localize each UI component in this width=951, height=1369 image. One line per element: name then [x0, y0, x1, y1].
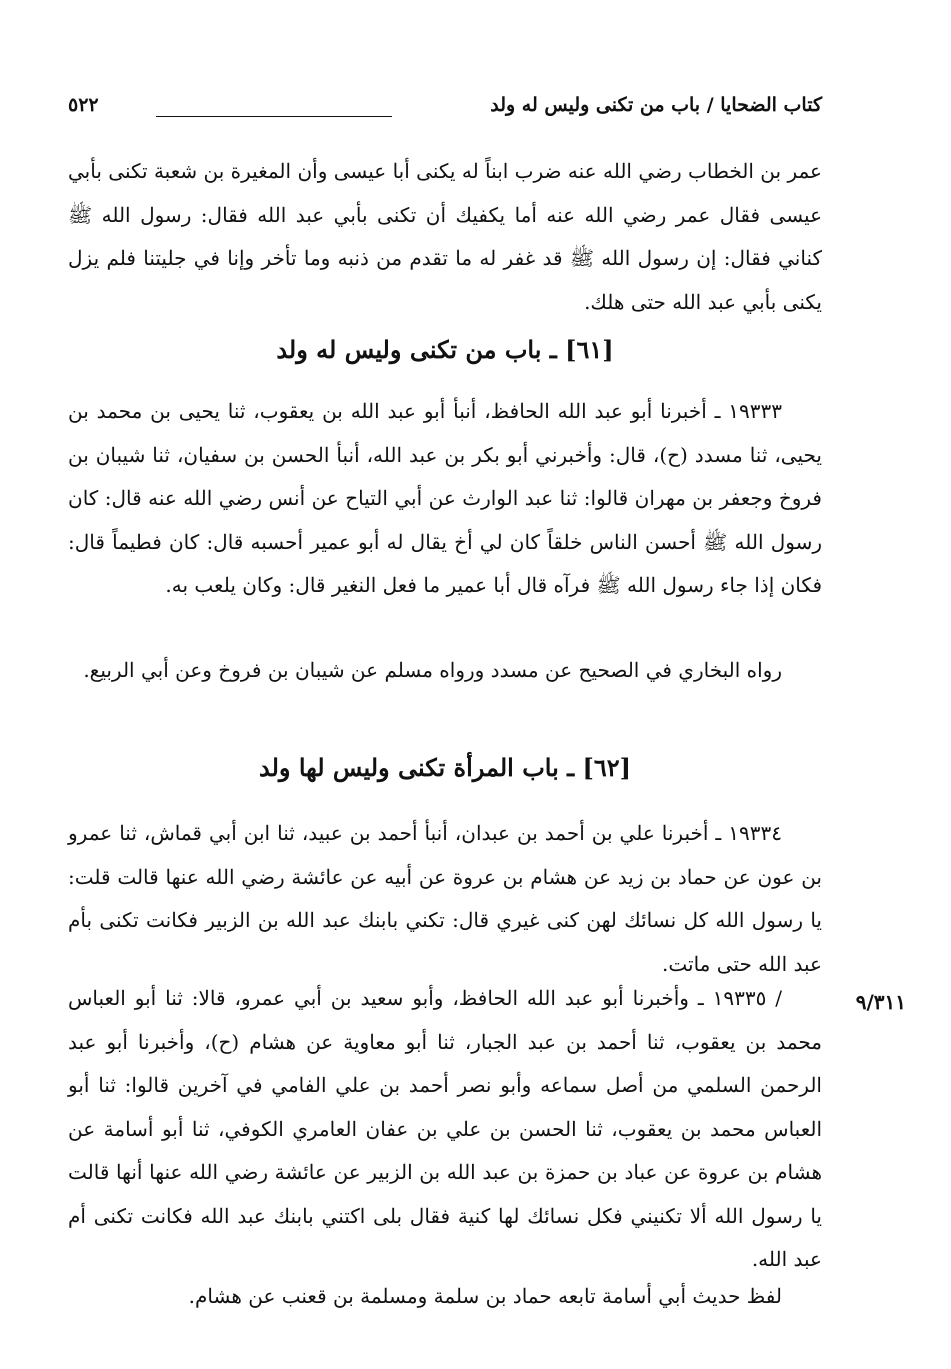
- hadith-19333: [68, 390, 822, 608]
- hadith-19334-text: ١٩٣٣٤ ـ أخبرنا علي بن أحمد بن عبدان، أنبأ أحمد بن عبيد، ثنا ابن أبي قماش، ثنا عمرو بن عون عن حماد بن زيد عن هشام بن عروة عن أبيه عن عائشة رضي الله عنها قالت قلت: يا رسول الله كل نسائك لهن كنى غيري قال: تكني بابنك عبد الله بن الزبير فكانت تكنى بأم عبد الله حتى ماتت.: [68, 821, 822, 976]
- running-header: [68, 92, 822, 132]
- page-number: ٥٢٢: [68, 94, 99, 116]
- hadith-19335-text: / ١٩٣٣٥ ـ وأخبرنا أبو عبد الله الحافظ، وأبو سعيد بن أبي عمرو، قالا: ثنا أبو العباس محمد بن يعقوب، ثنا أحمد بن عبد الجبار، ثنا أبو معاوية عن هشام (ح)، وأخبرنا أبو عبد الرحمن السلمي من أصل سماعه وأبو نصر أحمد بن علي الفامي في آخرين قالوا: ثنا أبو العباس محمد بن يعقوب، ثنا الحسن بن علي بن عفان العامري الكوفي، ثنا أبو أسامة عن هشام بن عروة عن عباد بن حمزة بن عبد الله بن الزبير عن عائشة رضي الله عنها أنها قالت يا رسول الله ألا تكنيني فكل نسائك لها كنية فقال بلى اكتني بابنك عبد الله فكانت تكنى أم عبد الله.: [68, 986, 822, 1271]
- intro-paragraph: عمر بن الخطاب رضي الله عنه ضرب ابناً له يكنى أبا عيسى وأن المغيرة بن شعبة تكنى بأبي عيسى فقال عمر رضي الله عنه أما يكفيك أن تكنى بأبي عبد الله فقال: رسول الله ﷺ كناني فقال: إن رسول الله ﷺ قد غفر له ما تقدم من ذنبه وما تأخر وإنا في جليتنا فلم يزل يكنى بأبي عبد الله حتى هلك.: [68, 159, 823, 314]
- hadith-19333-text: ١٩٣٣٣ ـ أخبرنا أبو عبد الله الحافظ، أنبأ أبو عبد الله بن يعقوب، ثنا يحيى بن محمد بن يحيى، ثنا مسدد (ح)، قال: وأخبرني أبو بكر بن عبد الله، أنبأ الحسن بن سفيان، ثنا شيبان بن فروخ وجعفر بن مهران قالوا: ثنا عبد الوارث عن أبي التياح عن أنس رضي الله عنه قال: كان رسول الله ﷺ أحسن الناس خلقاً كان لي أخ يقال له أبو عمير أحسبه قال: كان فطيماً قال: فكان إذا جاء رسول الله ﷺ فرآه قال أبا عمير ما فعل النغير قال: وكان يلعب به.: [68, 399, 822, 597]
- section-61-note: [68, 649, 822, 693]
- section-61-heading: [٦١] ـ باب من تكنى وليس له ولد: [276, 335, 614, 364]
- section-61-note-text: رواه البخاري في الصحيح عن مسدد ورواه مسلم عن شيبان بن فروخ وعن أبي الربيع.: [83, 658, 782, 682]
- section-62-note-text: لفظ حديث أبي أسامة تابعه حماد بن سلمة ومسلمة بن قعنب عن هشام.: [188, 1284, 782, 1308]
- header-rule: [156, 116, 392, 117]
- hadith-19334: [68, 812, 822, 986]
- header-title: كتاب الضحايا / باب من تكنى وليس له ولد: [490, 94, 822, 116]
- hadith-19335: [68, 977, 822, 1282]
- section-62-heading: [٦٢] ـ باب المرأة تكنى وليس لها ولد: [258, 753, 632, 782]
- section-62-note: [68, 1275, 822, 1319]
- margin-reference: ٩/٣١١: [855, 990, 906, 1014]
